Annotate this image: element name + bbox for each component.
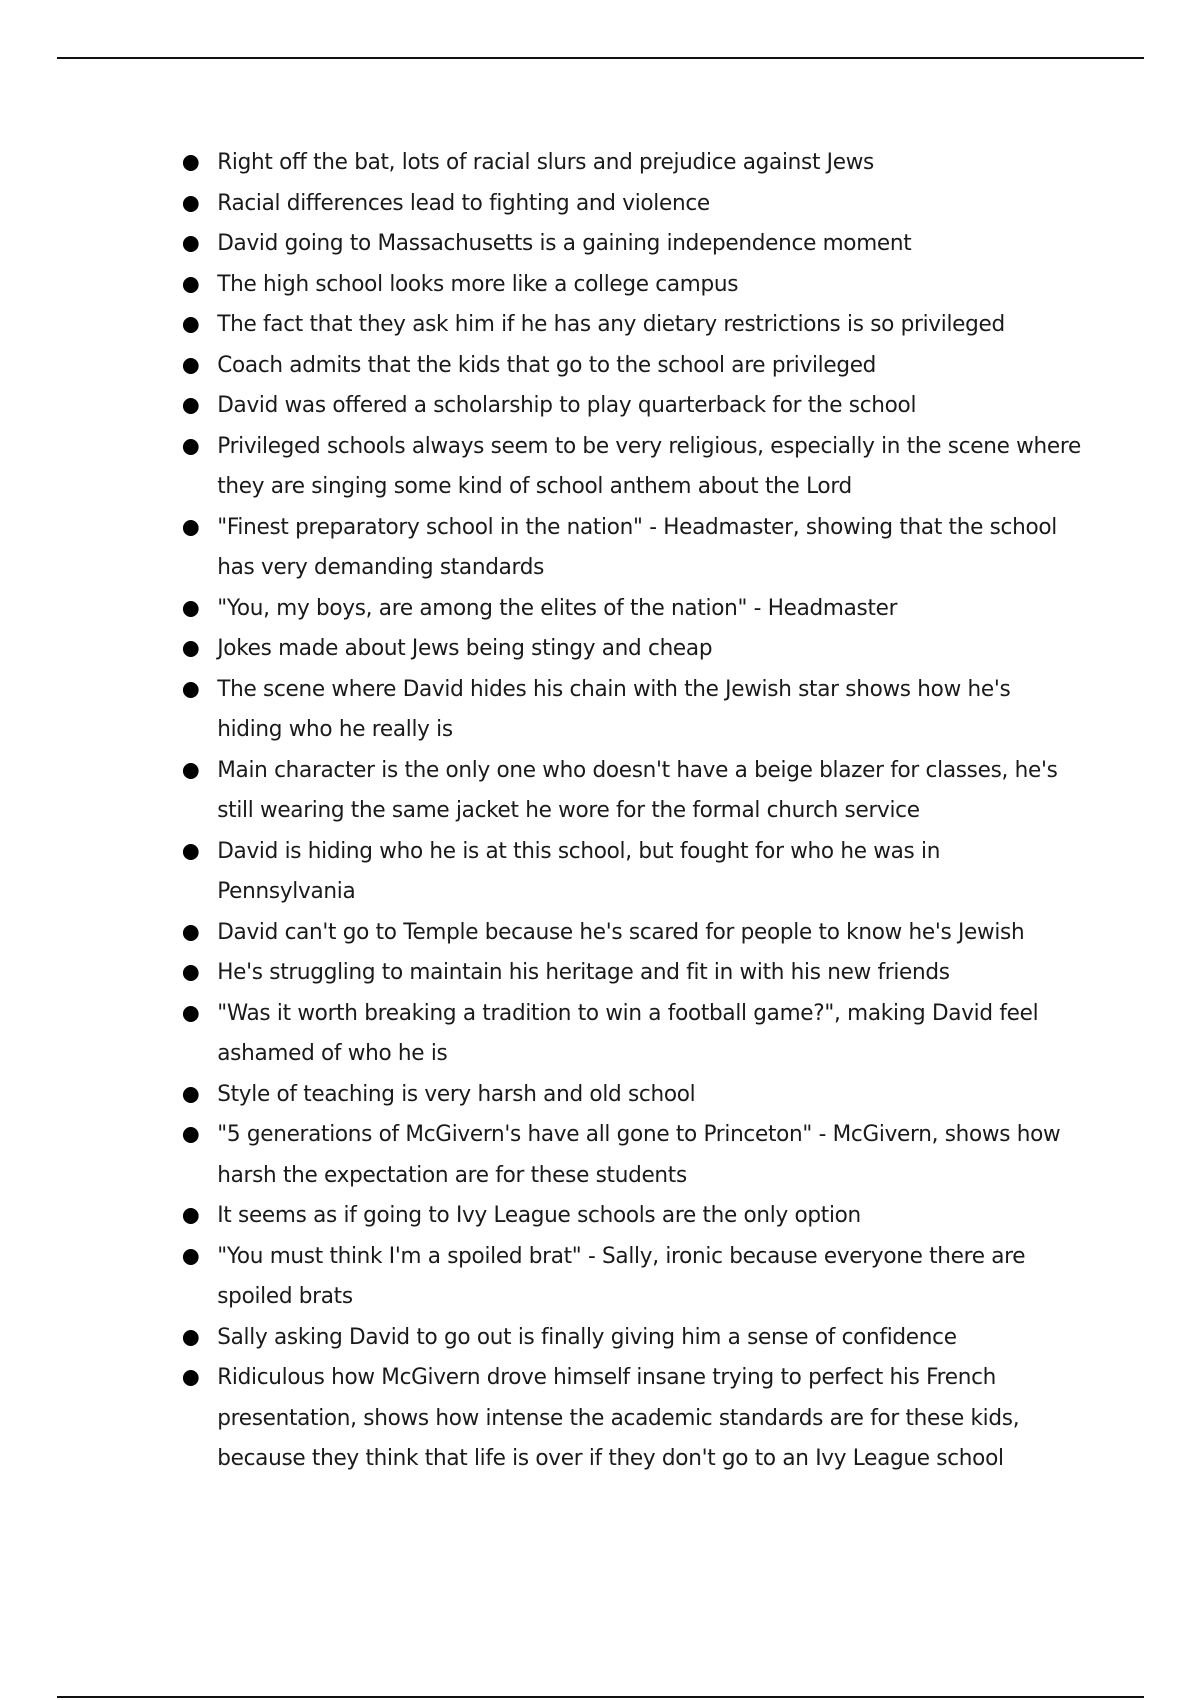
note-text: "5 generations of McGivern's have all gone to Princeton" - McGivern, shows how harsh the expectation are for these students (217, 1122, 1061, 1188)
bullet-icon (183, 398, 199, 414)
note-text: Sally asking David to go out is finally giving him a sense of confidence (217, 1324, 957, 1350)
list-item (180, 184, 1082, 225)
note-text: David going to Massachusetts is a gaining independence moment (217, 231, 912, 256)
bullet-icon (183, 601, 199, 617)
list-item (180, 224, 1082, 265)
note-text: Coach admits that the kids that go to the school are privileged (217, 352, 877, 378)
notes-list (180, 143, 1100, 1480)
note-text: The high school looks more like a college campus (217, 271, 739, 297)
list-item (180, 346, 1082, 387)
bullet-icon (183, 155, 199, 171)
note-text: Privileged schools always seem to be very religious, especially in the scene where they are singing some kind of school anthem about the Lord (217, 433, 1081, 499)
bullet-icon (183, 641, 199, 657)
list-item (180, 832, 1082, 913)
bullet-icon (183, 358, 199, 374)
note-text: It seems as if going to Ivy League schools are the only option (217, 1203, 861, 1228)
list-item (180, 386, 1082, 427)
bullet-icon (183, 520, 199, 536)
bullet-icon (183, 1370, 199, 1386)
list-item (180, 953, 1082, 994)
list-item (180, 143, 1082, 184)
bullet-icon (183, 196, 199, 212)
bullet-icon (183, 277, 199, 293)
note-text: "You must think I'm a spoiled brat" - Sally, ironic because everyone there are spoiled brats (217, 1243, 1026, 1309)
bullet-icon (183, 1127, 199, 1143)
top-rule (57, 57, 1144, 59)
note-text: "Was it worth breaking a tradition to win a football game?", making David feel ashamed of who he is (217, 1000, 1039, 1066)
list-item (180, 1358, 1082, 1480)
note-text: Jokes made about Jews being stingy and cheap (217, 636, 713, 661)
bottom-rule (57, 1696, 1144, 1698)
bullet-icon (183, 763, 199, 779)
note-text: Ridiculous how McGivern drove himself insane trying to perfect his French presentation, shows how intense the academic standards are for these kids, because they think that life is over if they don't go to an Ivy League school (217, 1365, 1020, 1471)
bullet-icon (183, 1330, 199, 1346)
note-text: "Finest preparatory school in the nation" - Headmaster, showing that the school has very demanding standards (217, 514, 1057, 580)
note-text: The fact that they ask him if he has any dietary restrictions is so privileged (217, 312, 1005, 337)
note-text: The scene where David hides his chain with the Jewish star shows how he's hiding who he really is (217, 676, 1011, 742)
list-item (180, 1075, 1082, 1116)
bullet-icon (183, 439, 199, 455)
bullet-icon (183, 1249, 199, 1265)
list-item (180, 913, 1082, 954)
list-item (180, 1196, 1082, 1237)
list-item (180, 589, 1082, 630)
list-item (180, 751, 1082, 832)
list-item (180, 265, 1082, 306)
list-item (180, 305, 1082, 346)
list-item (180, 1115, 1082, 1196)
list-item (180, 1318, 1082, 1359)
bullet-icon (183, 1006, 199, 1022)
list-item (180, 1237, 1082, 1318)
note-text: Right off the bat, lots of racial slurs and prejudice against Jews (217, 150, 875, 175)
note-text: David was offered a scholarship to play quarterback for the school (217, 393, 917, 418)
bullet-icon (183, 682, 199, 698)
list-item (180, 670, 1082, 751)
note-text: David can't go to Temple because he's scared for people to know he's Jewish (217, 919, 1025, 945)
note-text: Racial differences lead to fighting and violence (217, 190, 710, 216)
bullet-icon (183, 965, 199, 981)
list-item (180, 994, 1082, 1075)
note-text: Main character is the only one who doesn't have a beige blazer for classes, he's still wearing the same jacket he wore for the formal church service (217, 757, 1058, 823)
bullet-icon (183, 844, 199, 860)
list-item (180, 427, 1082, 508)
bullet-icon (183, 236, 199, 252)
note-text: David is hiding who he is at this school, but fought for who he was in Pennsylvania (217, 838, 941, 904)
bullet-icon (183, 925, 199, 941)
bullet-icon (183, 317, 199, 333)
note-text: "You, my boys, are among the elites of the nation" - Headmaster (217, 595, 898, 621)
note-text: He's struggling to maintain his heritage and fit in with his new friends (217, 960, 950, 985)
bullet-icon (183, 1208, 199, 1224)
list-item (180, 629, 1082, 670)
note-text: Style of teaching is very harsh and old school (217, 1081, 696, 1107)
bullet-icon (183, 1087, 199, 1103)
list-item (180, 508, 1082, 589)
